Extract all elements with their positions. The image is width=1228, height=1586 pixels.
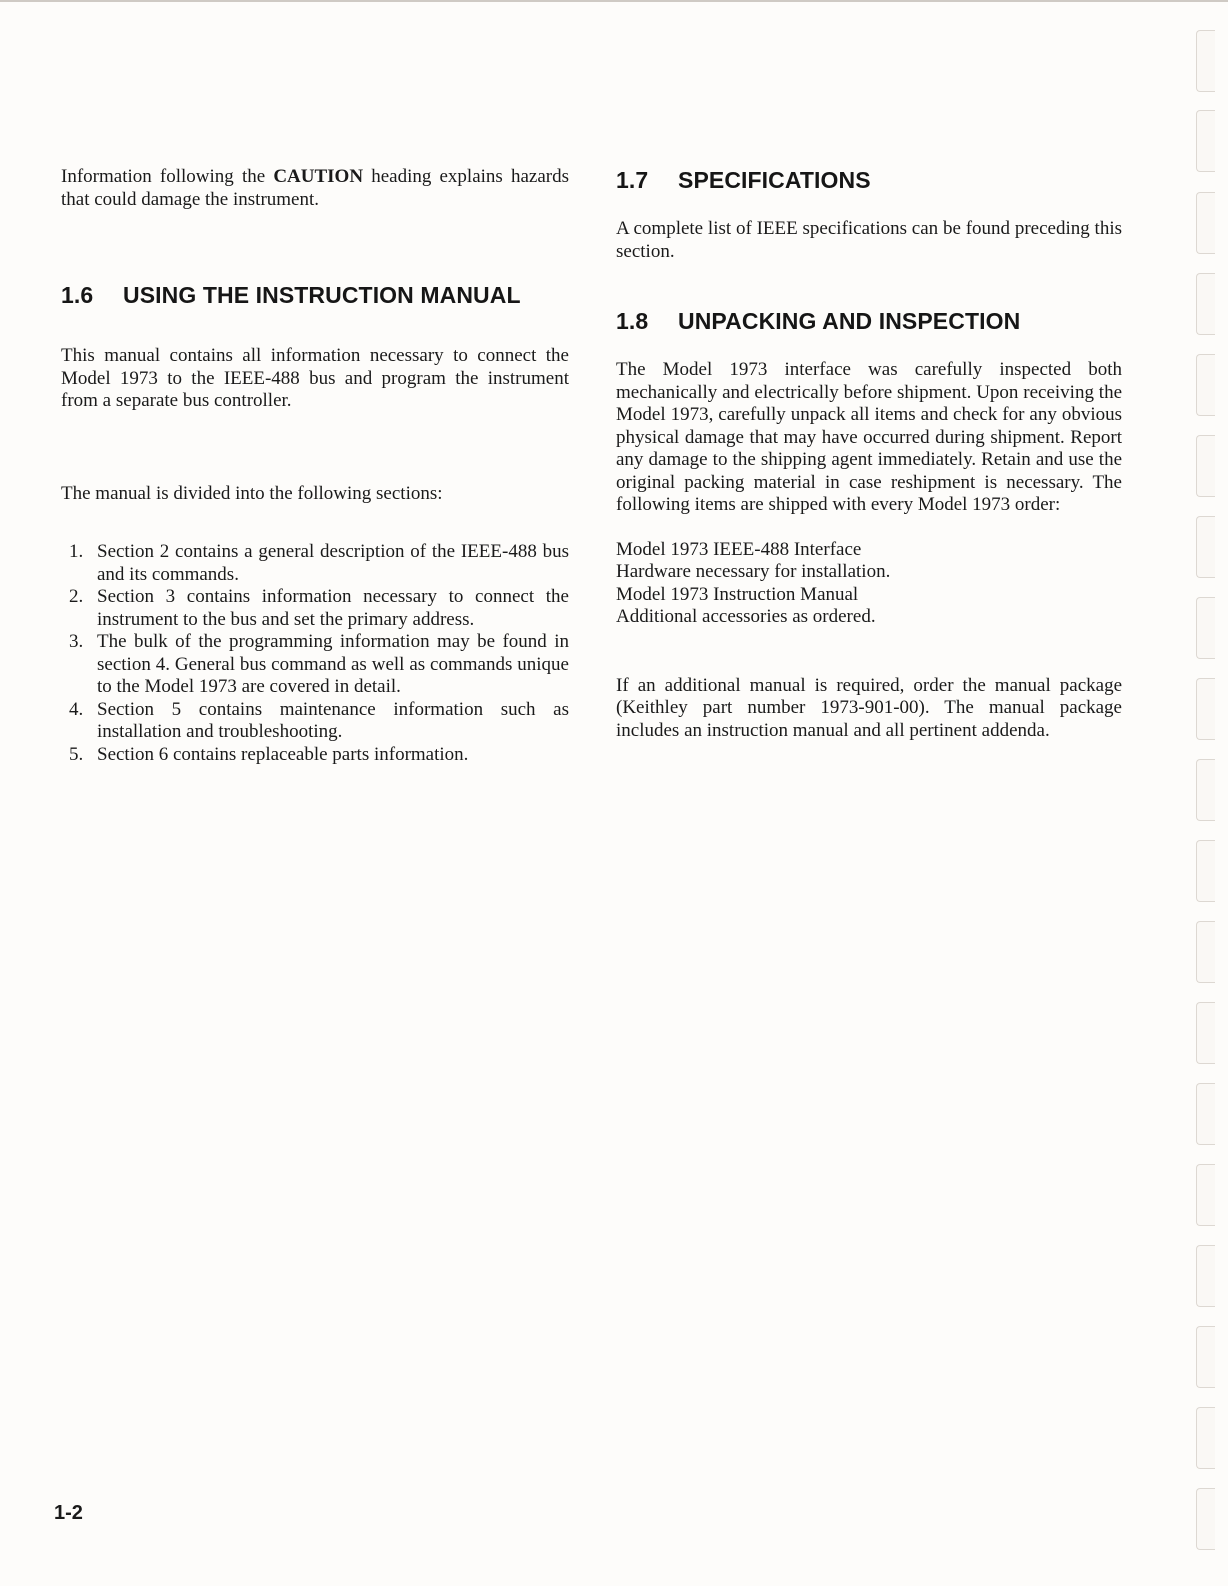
page-number: 1-2 [54, 1502, 83, 1524]
list-item: Model 1973 IEEE-488 Interface [616, 538, 862, 560]
section-1-8-paragraph: The Model 1973 interface was carefully inspected both mechanically and electrically before shipment. Upon receiving the Model 1973, carefully unpack all items and check for any obvious physical damage that may have occurred during shipment. Report any damage to the shipping agent immediately. Retain and use the original packing material in case reshipment is necessary. The following items are shipped with every Model 1973 order: [616, 359, 1122, 515]
sections-list [61, 541, 569, 766]
left-column [61, 166, 569, 766]
caution-paragraph: Information following the CAUTION heading explains hazards that could damage the instrument. [61, 166, 569, 210]
list-item: Additional accessories as ordered. [616, 606, 876, 627]
list-item: 1. Section 2 contains a general description of the IEEE-488 bus and its commands. [69, 541, 569, 585]
right-column [616, 166, 1122, 742]
shipped-items-list [616, 539, 1122, 629]
caution-keyword: CAUTION [273, 166, 364, 187]
sections-lead-in: The manual is divided into the following sections: [61, 482, 443, 504]
list-item: Hardware necessary for installation. [616, 561, 891, 582]
binder-tab-strip [1196, 30, 1216, 1570]
section-1-8-heading: 1.8 UNPACKING AND INSPECTION [616, 308, 1021, 334]
list-item: 4. Section 5 contains maintenance information such as installation and troubleshooting. [69, 698, 569, 742]
section-1-6-heading: 1.6 USING THE INSTRUCTION MANUAL [61, 282, 521, 308]
list-item: Model 1973 Instruction Manual [616, 583, 859, 605]
section-1-7-heading: 1.7 SPECIFICATIONS [616, 167, 871, 193]
page-top-edge [0, 0, 1228, 2]
manual-order-paragraph: If an additional manual is required, order the manual package (Keithley part number 1973-901-00). The manual package includes an instruction manual and all pertinent addenda. [616, 674, 1122, 741]
list-item: 3. The bulk of the programming information may be found in section 4. General bus command as well as commands unique to the Model 1973 are covered in detail. [69, 631, 569, 697]
section-1-7-paragraph: A complete list of IEEE specifications can be found preceding this section. [616, 218, 1122, 262]
list-item: 2. Section 3 contains information necessary to connect the instrument to the bus and set the primary address. [69, 586, 569, 630]
list-item: 5. Section 6 contains replaceable parts information. [69, 743, 469, 765]
section-1-6-intro: This manual contains all information necessary to connect the Model 1973 to the IEEE-488 bus and program the instrument from a separate bus controller. [61, 345, 569, 411]
